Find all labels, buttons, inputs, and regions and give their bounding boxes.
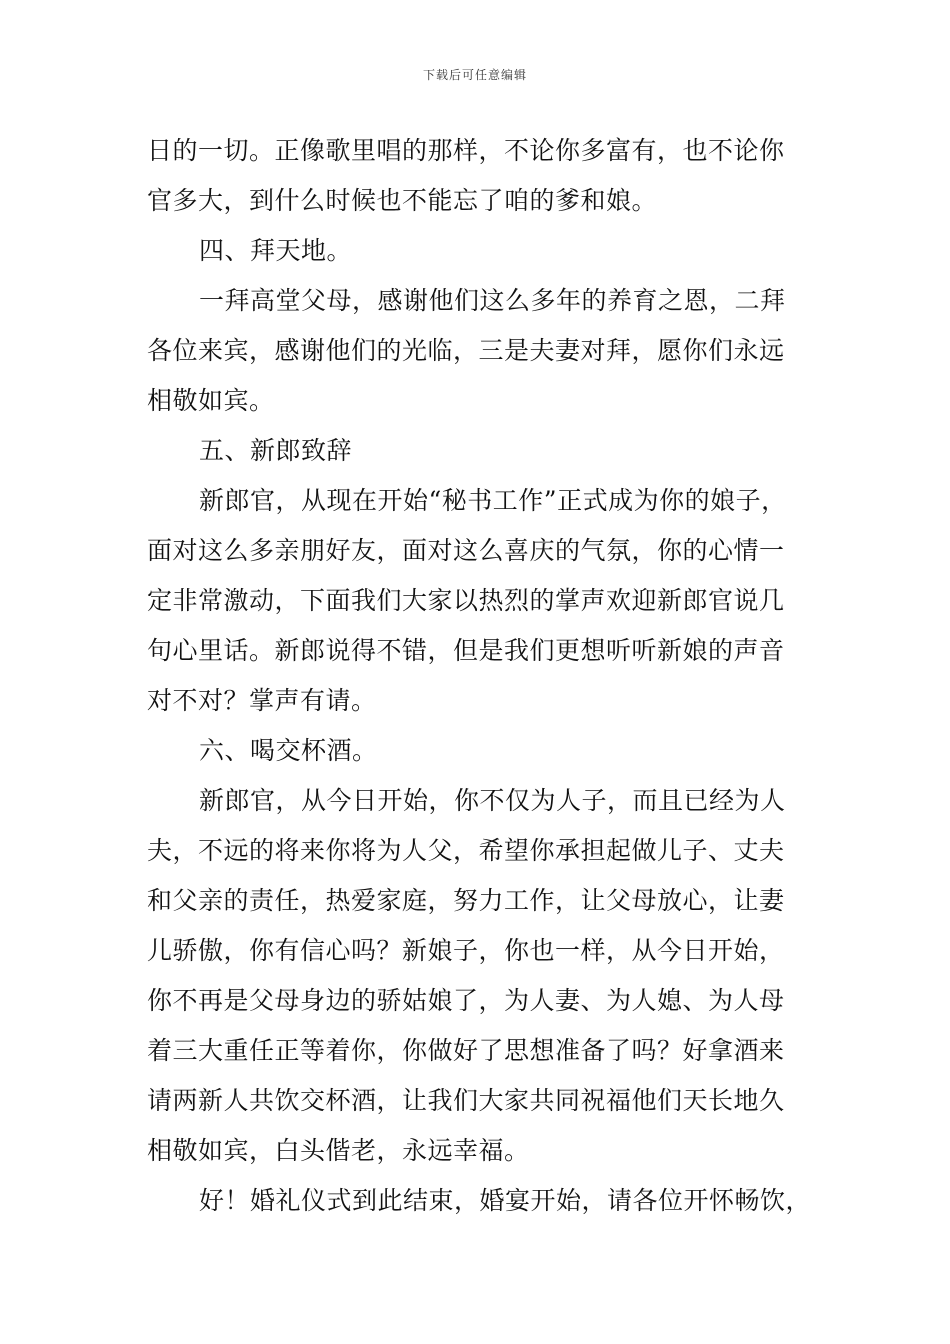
text-line: 和父亲的责任，热爱家庭，努力工作，让父母放心，让妻 [147,886,785,915]
text-line: 相敬如宾。 [147,386,275,415]
text-line: 日的一切。正像歌里唱的那样，不论你多富有，也不论你 [147,136,785,165]
paragraph-start: 新郎官，从现在开始“秘书工作”正式成为你的娘子， [199,486,787,515]
text-line: 着三大重任正等着你，你做好了思想准备了吗？好拿酒来 [147,1036,785,1065]
text-line: 对不对？掌声有请。 [147,686,377,715]
text-line: 官多大，到什么时候也不能忘了咱的爹和娘。 [147,186,658,215]
text-line: 面对这么多亲朋好友，面对这么喜庆的气氛，你的心情一 [147,536,785,565]
text-line: 句心里话。新郎说得不错，但是我们更想听听新娘的声音 [147,636,785,665]
document-body [147,126,837,1226]
section-heading-bai-tiandi: 四、拜天地。 [199,236,353,265]
paragraph-start: 新郎官，从今日开始，你不仅为人子，而且已经为人 [199,786,786,815]
section-heading-toast: 六、喝交杯酒。 [199,736,378,765]
text-line: 相敬如宾，白头偕老，永远幸福。 [147,1136,530,1165]
text-line: 儿骄傲，你有信心吗？新娘子，你也一样，从今日开始， [147,936,785,965]
paragraph-start: 好！婚礼仪式到此结束，婚宴开始，请各位开怀畅饮， [199,1186,812,1215]
page-header-note: 下载后可任意编辑 [422,68,527,82]
text-line: 各位来宾，感谢他们的光临，三是夫妻对拜，愿你们永远 [147,336,785,365]
text-line: 夫，不远的将来你将为人父，希望你承担起做儿子、丈夫 [147,836,785,865]
section-heading-groom-speech: 五、新郎致辞 [199,436,353,465]
paragraph-start: 一拜高堂父母，感谢他们这么多年的养育之恩，二拜 [199,286,786,315]
text-line: 你不再是父母身边的骄姑娘了，为人妻、为人媳、为人母 [147,986,785,1015]
text-line: 定非常激动，下面我们大家以热烈的掌声欢迎新郎官说几 [147,586,785,615]
text-line: 请两新人共饮交杯酒，让我们大家共同祝福他们天长地久 [147,1086,785,1115]
